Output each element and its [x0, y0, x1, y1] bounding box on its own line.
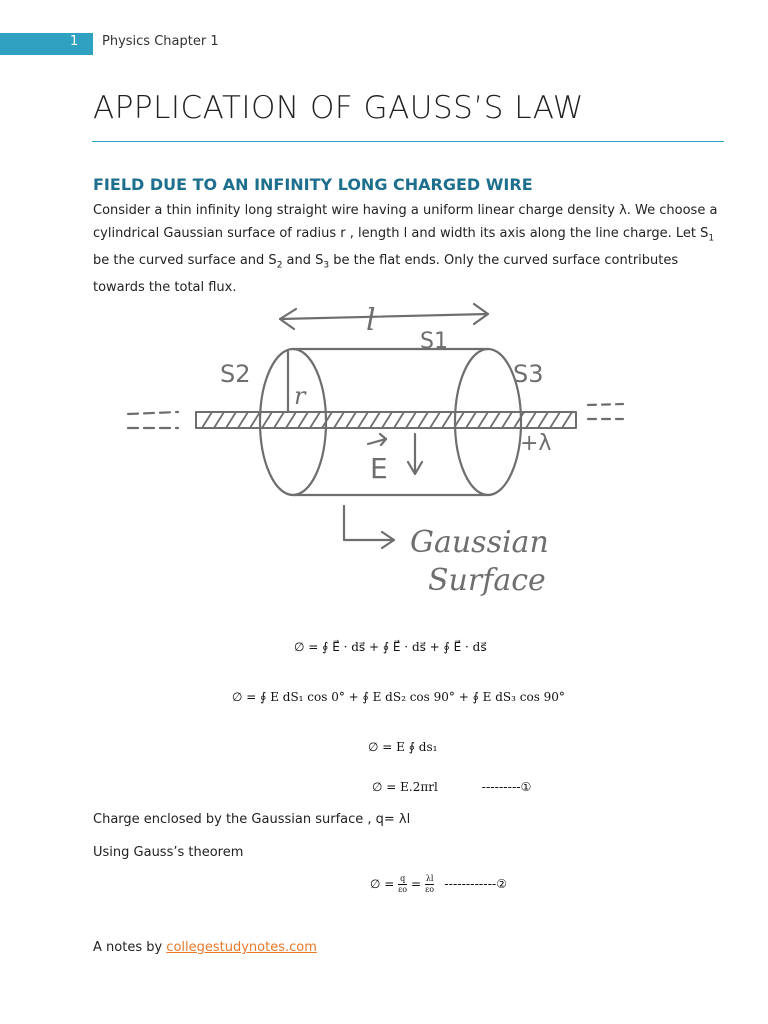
gaussian-cylinder-sketch	[118, 292, 638, 612]
intro-paragraph: Consider a thin infinity long straight wire having a uniform linear charge density λ. We choose a cylindrical Gaussian surface of radius r , length l and width its axis along the line charge. Let $S_1$ be the curved surface and $S_2$ and $S_3$ be the flat ends. Only the curved surface contributes towards the total flux.	[93, 203, 718, 295]
equation-1: ∅ = ∮ E⃗ · ds⃗ + ∮ E⃗ · ds⃗ + ∮ E⃗ · ds⃗	[294, 640, 487, 654]
surface-label-line1: Gaussian	[410, 525, 549, 560]
page-title: APPLICATION OF GAUSS’S LAW	[93, 90, 584, 126]
radius-label: r	[294, 382, 306, 410]
field-label: E	[370, 452, 388, 485]
equation-3: ∅ = E ∮ ds₁	[368, 740, 438, 754]
equation-4: ∅ = E.2πrl ---------①	[372, 780, 532, 794]
fraction-lambda-l-over-epsilon: $\frac{\lambda l}{\varepsilon o}$	[425, 874, 435, 894]
surface-pointer-arrow	[344, 506, 394, 548]
footer-credit: A notes by collegestudynotes.com	[93, 940, 317, 955]
s3-label: S3	[513, 360, 544, 388]
surface-label-line2: Surface	[428, 563, 546, 598]
gauss-theorem-text: Using Gauss’s theorem	[93, 845, 244, 860]
footer-link[interactable]: collegestudynotes.com	[166, 940, 317, 955]
s2-label: S2	[220, 360, 251, 388]
equation-4-tag: ---------①	[481, 780, 532, 794]
length-arrow	[280, 304, 488, 329]
equation-5: ∅ = $\frac{q}{\varepsilon o}$ = $\frac{\lambda l}{\varepsilon o}$ ------------②	[370, 874, 507, 894]
section-heading: FIELD DUE TO AN INFINITY LONG CHARGED WIRE	[93, 175, 533, 194]
title-divider	[92, 141, 724, 142]
equation-2: ∅ = ∮ E dS₁ cos 0° + ∮ E dS₂ cos 90° + ∮ E dS₃ cos 90°	[232, 690, 565, 704]
charged-wire	[128, 404, 623, 428]
fraction-q-over-epsilon: $\frac{q}{\varepsilon o}$	[398, 874, 408, 894]
chapter-label: Physics Chapter 1	[102, 34, 219, 49]
s1-label: S1	[420, 329, 448, 354]
equation-5-tag: ------------②	[444, 877, 507, 891]
charge-density-label: +λ	[520, 431, 552, 456]
length-label: l	[366, 303, 376, 338]
charge-enclosed-text: Charge enclosed by the Gaussian surface , q= λl	[93, 812, 411, 827]
page-number: 1	[70, 34, 79, 49]
